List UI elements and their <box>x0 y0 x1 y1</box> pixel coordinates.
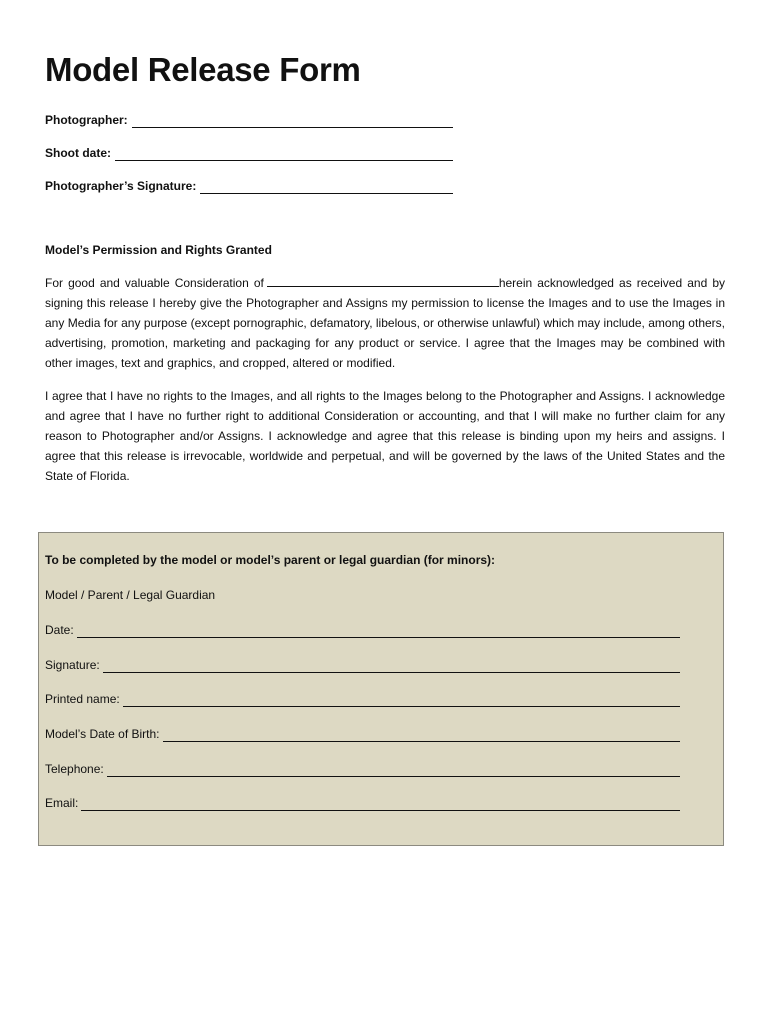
consideration-input-line[interactable] <box>267 274 499 287</box>
consideration-prefix: For good and valuable Consideration of <box>45 276 264 290</box>
permission-section-heading: Model’s Permission and Rights Granted <box>45 243 272 257</box>
signature-label: Signature: <box>45 658 100 672</box>
telephone-label: Telephone: <box>45 762 104 776</box>
printed-name-field[interactable] <box>45 691 680 707</box>
shoot-date-label: Shoot date: <box>45 146 111 160</box>
signature-input-line[interactable] <box>103 660 680 673</box>
printed-name-label: Printed name: <box>45 692 120 706</box>
shoot-date-input-line[interactable] <box>115 148 453 161</box>
date-label: Date: <box>45 623 74 637</box>
date-of-birth-input-line[interactable] <box>163 729 681 742</box>
telephone-input-line[interactable] <box>107 764 680 777</box>
date-of-birth-label: Model’s Date of Birth: <box>45 727 160 741</box>
date-field[interactable] <box>45 622 680 638</box>
permission-paragraph-1 <box>45 273 725 373</box>
permission-paragraph-2: I agree that I have no rights to the Images, and all rights to the Images belong to the Photographer and Assigns. I acknowledge and agree that I have no further right to additional Consideration or accounting, and that I will make no further claim for any reason to Photographer and/or Assigns. I acknowledge and agree that this release is binding upon my heirs and assigns. I agree that this release is irrevocable, worldwide and perpetual, and will be governed by the laws of the United States and the State of Florida. <box>45 389 725 483</box>
email-field[interactable] <box>45 795 680 811</box>
guardian-section-box <box>38 532 724 846</box>
email-input-line[interactable] <box>81 798 680 811</box>
photographer-input-line[interactable] <box>132 115 453 128</box>
signature-field[interactable] <box>45 657 680 673</box>
photographer-signature-field[interactable] <box>45 178 453 194</box>
photographer-signature-label: Photographer’s Signature: <box>45 179 197 193</box>
consideration-rest: herein acknowledged as received and by signing this release I hereby give the Photographer and Assigns my permission to license the Images and to use the Images in any Media for any purpose (except pornographic, defamatory, libelous, or otherwise unlawful) which may include, among others, advertising, promotion, marketing and packaging for any product or service. I agree that the Images may be combined with other images, text and graphics, and cropped, altered or modified. <box>45 276 725 370</box>
guardian-section-heading: To be completed by the model or model’s parent or legal guardian (for minors): <box>45 553 496 567</box>
date-input-line[interactable] <box>77 625 680 638</box>
date-of-birth-field[interactable] <box>45 726 680 742</box>
printed-name-input-line[interactable] <box>123 694 680 707</box>
telephone-field[interactable] <box>45 761 680 777</box>
photographer-label: Photographer: <box>45 113 128 127</box>
guardian-role-text: Model / Parent / Legal Guardian <box>45 588 216 602</box>
photographer-field[interactable] <box>45 112 453 128</box>
photographer-signature-input-line[interactable] <box>200 181 453 194</box>
email-label: Email: <box>45 796 79 810</box>
form-title: Model Release Form <box>45 51 361 88</box>
shoot-date-field[interactable] <box>45 145 453 161</box>
